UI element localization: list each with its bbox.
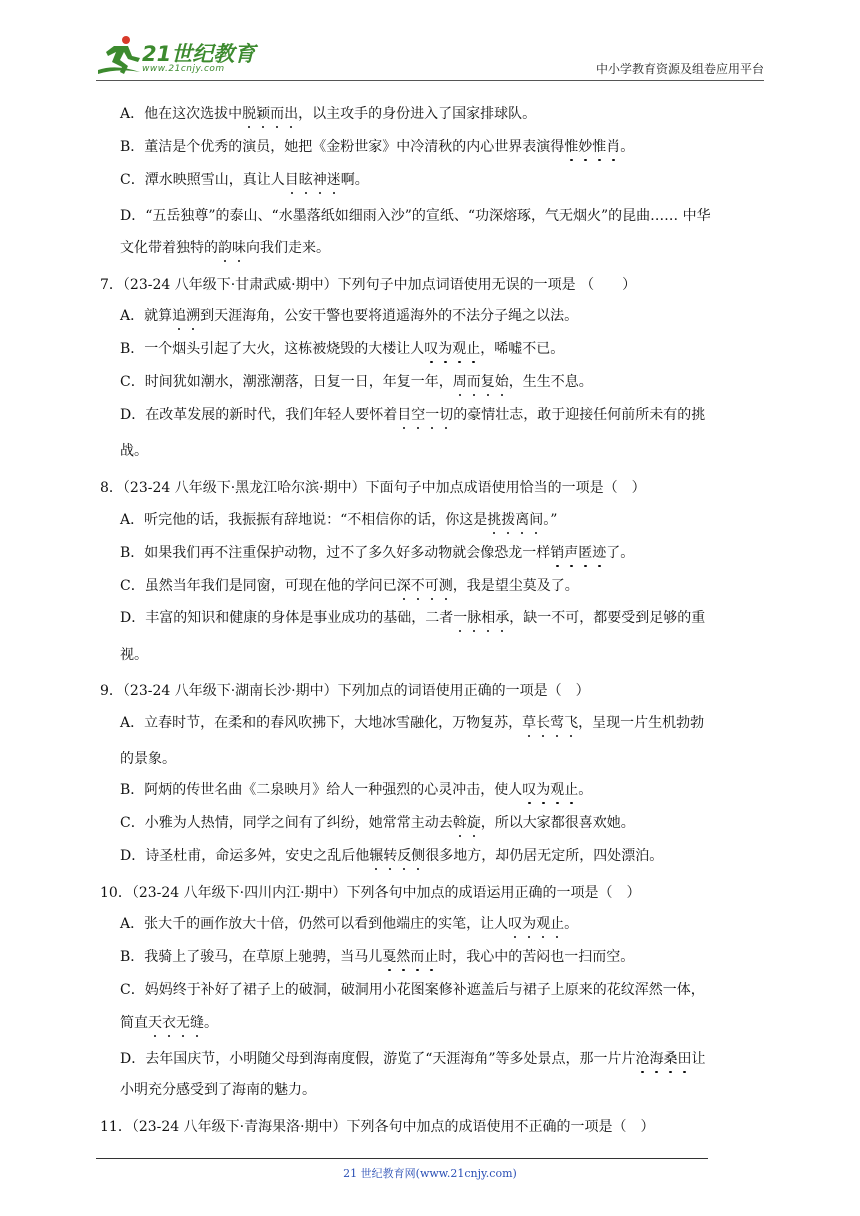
dotted-char: 飞 [564,715,579,731]
text-segment: 视。 [120,647,148,663]
text-segment: C．潭水映照雪山，真让人 [120,172,285,188]
dotted-char: 叹 [424,341,439,357]
text-segment: 8．（23-24 八年级下·黑龙江哈尔滨·期中）下面句子中加点成语使用恰当的一项是（ ） [100,480,646,496]
text-segment: 9．（23-24 八年级下·湖南长沙·期中）下列加点的词语使用正确的一项是（ ） [100,683,590,699]
text-segment: C．妈妈终于补好了裙子上的破洞，破洞用小花图案修补遮盖后与裙子上原来的花纹浑然一体， [120,982,705,998]
dotted-char: 长 [536,715,551,731]
dotted-char: 目 [284,172,299,188]
footer-divider [96,1158,708,1159]
text-segment: B．阿炳的传世名曲《二泉映月》给人一种强烈的心灵冲击，使人 [120,782,523,798]
question-stem [100,275,636,295]
dotted-char: 匿 [578,545,593,561]
text-segment: ，唏嘘不已。 [480,341,565,357]
dotted-char: 惟 [564,139,579,155]
answer-option [120,510,557,530]
dotted-char: 肖 [606,139,621,155]
text-segment: D．丰富的知识和健康的身体是事业成功的基础，二者 [120,610,454,626]
text-segment: ，生生不息。 [508,374,593,390]
dotted-char: 止 [466,341,481,357]
text-segment: 战。 [120,443,148,459]
dotted-char: 眩 [298,172,313,188]
dotted-char: 切 [439,407,454,423]
text-segment: 让 [691,1051,706,1067]
dotted-char: 惟 [592,139,607,155]
dotted-char: 转 [383,848,398,864]
dotted-char: 反 [397,848,412,864]
option-continuation [120,749,176,769]
text-segment: 小明充分感受到了海南的魅力。 [120,1082,316,1098]
text-segment: 向我们走来。 [246,240,330,256]
footer-text: 21 世纪教育网(www.21cnjy.com) [343,1167,517,1180]
dotted-char: 相 [481,610,496,626]
dotted-char: 声 [564,545,579,561]
text-segment: 文化带着独特的 [120,240,218,256]
dotted-char: 销 [550,545,565,561]
dotted-char: 缝 [190,1015,204,1031]
text-segment: C．虽然当年我们是同窗，可现在他的学问已 [120,578,397,594]
text-segment: 简直 [120,1015,148,1031]
dotted-char: 沧 [635,1051,650,1067]
text-segment: 到天涯海角，公安干警也要将逍遥海外的不法分子绳之以法。 [200,308,579,324]
answer-option [120,813,635,833]
dotted-char: 止 [550,916,565,932]
question-stem [100,681,590,701]
answer-option [120,206,711,226]
dotted-char: 挑 [487,512,502,528]
text-segment: B．一个烟头引起了大火，这栋被烧毁的大楼让人 [120,341,425,357]
answer-option [120,608,705,628]
dotted-char: 出 [284,106,299,122]
answer-option [120,339,564,359]
option-continuation [120,1080,316,1100]
dotted-char: 止 [424,949,439,965]
dotted-char: 而 [410,949,425,965]
dotted-char: 观 [550,782,565,798]
dotted-char: 而 [466,374,481,390]
dotted-char: 追 [172,308,187,324]
option-continuation [120,1013,218,1033]
dotted-char: 观 [536,916,551,932]
text-segment: 11．（23-24 八年级下·青海果洛·期中）下列各句中加点的成语使用不正确的一项是（ ） [100,1119,655,1135]
text-segment: D．诗圣杜甫，命运多舛，安史之乱后他 [120,848,370,864]
text-segment: B．我骑上了骏马，在草原上驰骋，当马儿 [120,949,383,965]
dotted-char: 然 [396,949,411,965]
text-segment: ，以主攻手的身份进入了国家排球队。 [298,106,537,122]
answer-option [120,104,536,124]
logo-url-text: www.21cnjy.com [142,64,225,74]
dotted-char: 观 [452,341,467,357]
text-segment: 时，我心中的苦闷也一扫而空。 [438,949,635,965]
dotted-char: 为 [522,916,537,932]
dotted-char: 空 [411,407,426,423]
dotted-char: 而 [270,106,285,122]
dotted-char: 神 [312,172,327,188]
running-figure-icon [96,34,144,78]
dotted-char: 复 [480,374,495,390]
dotted-char: 味 [232,240,246,256]
dotted-char: 测 [438,578,453,594]
dotted-char: 深 [396,578,411,594]
question-stem [100,883,641,903]
dotted-char: 叹 [522,782,537,798]
dotted-char: 拨 [501,512,516,528]
answer-option [120,543,634,563]
logo-brand-text: 21世纪教育 [142,42,256,66]
text-segment: ，呈现一片生机勃勃 [578,715,705,731]
dotted-char: 间 [529,512,544,528]
dotted-char: 侧 [411,848,426,864]
answer-option [120,372,593,392]
text-segment: ，我是望尘莫及了。 [452,578,579,594]
dotted-char: 旋 [466,815,481,831]
text-segment: 7．（23-24 八年级下·甘肃武威·期中）下列句子中加点词语使用无误的一项是 （ ） [100,277,637,293]
question-stem [100,1117,655,1137]
dotted-char: 离 [515,512,530,528]
site-logo [96,34,266,78]
text-segment: 了。 [606,545,635,561]
answer-option [120,137,634,157]
text-segment: A．听完他的话，我振振有辞地说：“不相信你的话，你这是 [120,512,488,528]
text-segment: 的景象。 [120,751,176,767]
dotted-char: 溯 [186,308,201,324]
text-segment: ，缺一不可，都要受到足够的重 [509,610,706,626]
dotted-char: 承 [495,610,510,626]
dotted-char: 戛 [382,949,397,965]
dotted-char: 迷 [326,172,341,188]
dotted-char: 海 [649,1051,664,1067]
dotted-char: 一 [425,407,440,423]
text-segment: 。 [204,1015,218,1031]
text-segment: B．如果我们再不注重保护动物，过不了多久好多动物就会像恐龙一样 [120,545,551,561]
dotted-char: 脱 [242,106,257,122]
text-segment: A．立春时节，在柔和的春风吹拂下，大地冰雪融化，万物复苏， [120,715,523,731]
answer-option [120,947,634,967]
dotted-char: 颖 [256,106,271,122]
text-segment: 。 [564,916,579,932]
page-header [0,0,860,90]
dotted-char: 斡 [452,815,467,831]
dotted-char: 为 [536,782,551,798]
text-segment: D．“五岳独尊”的泰山、“水墨落纸如细雨入沙”的宣纸、“功深熔琢，气无烟火”的昆曲…… 中华 [120,208,711,224]
text-segment: 。 [578,782,593,798]
dotted-char: 无 [176,1015,190,1031]
dotted-char: 始 [494,374,509,390]
dotted-char: 草 [522,715,537,731]
text-segment: 很多地方，却仍居无定所，四处漂泊。 [425,848,664,864]
answer-option [120,846,663,866]
text-segment: 10．（23-24 八年级下·四川内江·期中）下列各句中加点的成语运用正确的一项是（ ） [100,885,641,901]
dotted-char: 脉 [467,610,482,626]
dotted-char: 为 [438,341,453,357]
dotted-char: 迹 [592,545,607,561]
dotted-char: 莺 [550,715,565,731]
text-segment: A．张大千的画作放大十倍，仍然可以看到他端庄的实笔，让人 [120,916,509,932]
dotted-char: 桑 [663,1051,678,1067]
dotted-char: 周 [452,374,467,390]
text-segment: C．小雅为人热情，同学之间有了纠纷，她常常主动去 [120,815,453,831]
dotted-char: 韵 [218,240,232,256]
text-segment: D．在改革发展的新时代，我们年轻人要怀着 [120,407,398,423]
dotted-char: 叹 [508,916,523,932]
text-segment: 。 [620,139,635,155]
dotted-char: 一 [453,610,468,626]
answer-option [120,306,578,326]
text-segment: A．就算 [120,308,173,324]
answer-option [120,980,705,1000]
answer-option [120,713,704,733]
dotted-char: 目 [397,407,412,423]
text-segment: 啊。 [340,172,369,188]
answer-option [120,405,705,425]
text-segment: 。” [543,512,558,528]
answer-option [120,576,579,596]
option-continuation [120,645,148,665]
answer-option [120,170,369,190]
dotted-char: 可 [424,578,439,594]
dotted-char: 止 [564,782,579,798]
header-divider [96,80,764,81]
dotted-char: 田 [677,1051,692,1067]
dotted-char: 天 [148,1015,162,1031]
option-continuation [120,238,330,258]
answer-option [120,780,592,800]
answer-option [120,914,578,934]
text-segment: D．去年国庆节，小明随父母到海南度假，游览了“天涯海角”等多处景点，那一片片 [120,1051,636,1067]
answer-option [120,1049,706,1069]
platform-title: 中小学教育资源及组卷应用平台 [595,62,764,76]
text-segment: ，所以大家都很喜欢她。 [480,815,635,831]
text-segment: A．他在这次选拔中 [120,106,243,122]
dotted-char: 妙 [578,139,593,155]
text-segment: C．时间犹如潮水，潮涨潮落，日复一日，年复一年， [120,374,453,390]
option-continuation [120,441,148,461]
dotted-char: 衣 [162,1015,176,1031]
text-segment: 的豪情壮志，敢于迎接任何前所未有的挑 [453,407,706,423]
text-segment: B．董洁是个优秀的演员，她把《金粉世家》中冷清秋的内心世界表演得 [120,139,565,155]
dotted-char: 辗 [369,848,384,864]
question-stem [100,478,646,498]
dotted-char: 不 [410,578,425,594]
